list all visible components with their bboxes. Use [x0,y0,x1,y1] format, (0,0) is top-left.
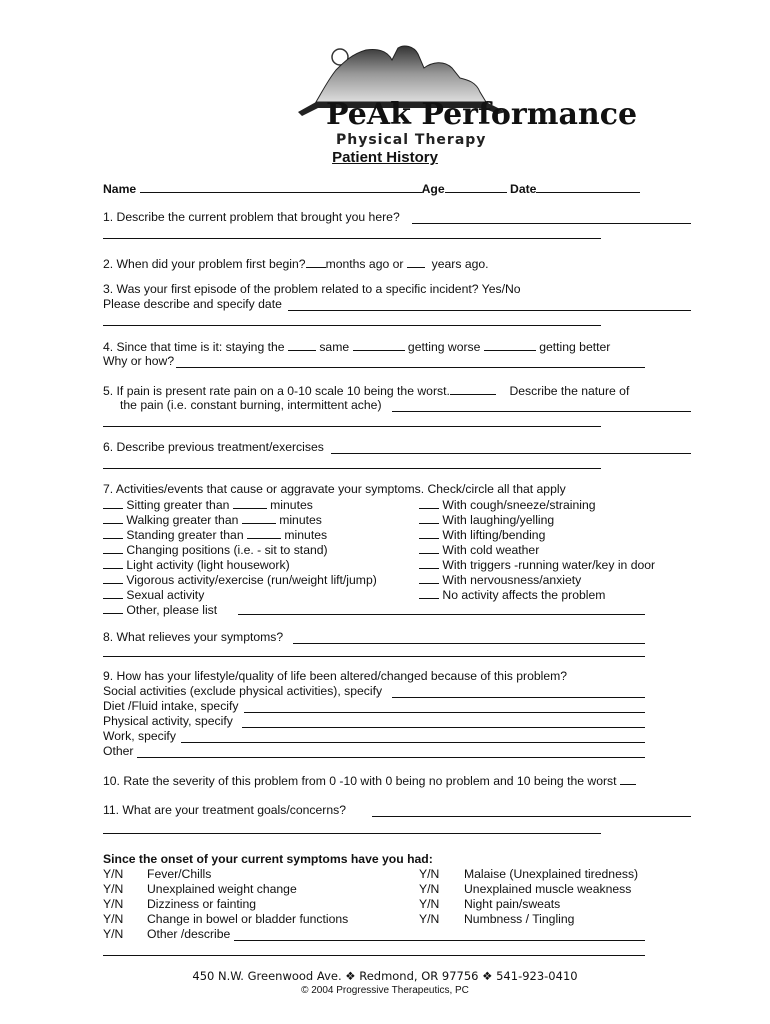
q7-right-item [419,587,605,603]
q11-answer-field[interactable] [372,816,691,817]
q2-months-label: months ago or [325,257,404,271]
q10-rating-field[interactable] [620,773,636,785]
symptom-label: Change in bowel or bladder functions [147,912,349,926]
age-label: Age [421,182,445,196]
yn-toggle[interactable]: Y/N [419,882,440,896]
symptom-label: Dizziness or fainting [147,897,257,911]
q3-describe-label: Please describe and specify date [103,297,282,311]
yn-toggle[interactable]: Y/N [419,897,440,911]
yn-toggle[interactable]: Y/N [103,867,124,881]
q7-left-item [103,512,322,528]
q4-why-label: Why or how? [103,354,175,368]
checkbox-blank[interactable] [419,557,439,569]
q3-question: 3. Was your first episode of the problem related to a specific incident? Yes/No [103,282,521,296]
q5-answer-line[interactable] [103,426,601,427]
q10-question: 10. Rate the severity of this problem from 0 -10 with 0 being no problem and 10 being the worst [103,774,617,788]
q7-left-label: Vigorous activity/exercise (run/weight lift/jump) [126,573,377,587]
q3-answer-field[interactable] [288,310,691,311]
symptom-label: Unexplained muscle weakness [464,882,632,896]
q8-question: 8. What relieves your symptoms? [103,630,284,644]
checkbox-blank[interactable] [419,587,439,599]
q9-item-physical: Physical activity, specify [103,714,233,728]
q7-minutes-label: minutes [284,528,328,542]
q7-left-item [103,557,290,573]
name-label: Name [103,182,137,196]
q7-right-item [419,497,596,513]
q7-right-label: No activity affects the problem [442,588,606,602]
q7-right-label: With cough/sneeze/straining [442,498,596,512]
q7-right-label: With lifting/bending [442,528,546,542]
q7-left-label: Other, please list [126,603,218,617]
yn-toggle[interactable]: Y/N [419,867,440,881]
q8-answer-field[interactable] [293,643,645,644]
q7-right-item [419,512,554,528]
q9-question: 9. How has your lifestyle/quality of life been altered/changed because of this problem? [103,669,568,683]
q9-item-diet: Diet /Fluid intake, specify [103,699,239,713]
checkbox-blank[interactable] [419,527,439,539]
q7-right-label: With nervousness/anxiety [442,573,582,587]
q4-question: 4. Since that time is it: staying the [103,340,285,354]
q5-nature-hint: the pain (i.e. constant burning, intermittent ache) [120,398,382,412]
q7-left-label: Sitting greater than [126,498,230,512]
q11-question: 11. What are your treatment goals/concerns? [103,803,346,817]
checkbox-blank[interactable] [103,512,123,524]
checkbox-blank[interactable] [419,512,439,524]
q2-years-label: years ago. [431,257,489,271]
q9-other-field[interactable] [137,757,645,758]
q5-question: 5. If pain is present rate pain on a 0-10 scale 10 being the worst. [103,384,450,398]
footer-copyright: © 2004 Progressive Therapeutics, PC [301,985,469,996]
q9-diet-field[interactable] [244,712,645,713]
q11-answer-line[interactable] [103,833,601,834]
q2-years-field[interactable] [407,256,425,268]
q7-left-label: Sexual activity [126,588,205,602]
q1-question: 1. Describe the current problem that brought you here? [103,210,400,224]
q5-pain-rating-field[interactable] [450,383,496,395]
q4-better-label: getting better [539,340,611,354]
mountain-logo-icon [288,40,638,152]
q7-right-item [419,572,581,588]
logo-subtitle: Physical Therapy [336,132,487,148]
symptom-label: Malaise (Unexplained tiredness) [464,867,639,881]
q1-answer-field[interactable] [412,223,691,224]
q7-right-item [419,542,539,558]
q7-left-item [103,527,327,543]
q7-minutes-field[interactable] [242,512,276,524]
q6-answer-line[interactable] [103,468,601,469]
checkbox-blank[interactable] [419,572,439,584]
q7-right-label: With cold weather [442,543,540,557]
q7-left-item [103,497,313,513]
page-title: Patient History [332,149,438,166]
name-field[interactable] [140,181,422,193]
checkbox-blank[interactable] [103,587,123,599]
symptom-label: Fever/Chills [147,867,212,881]
q9-work-field[interactable] [181,742,645,743]
yn-toggle[interactable]: Y/N [103,927,124,941]
q5-nature-field[interactable] [392,411,691,412]
symptom-label: Unexplained weight change [147,882,297,896]
symptom-other-line[interactable] [103,955,645,956]
q4-worse-label: getting worse [407,340,481,354]
checkbox-blank[interactable] [103,602,123,614]
q7-minutes-field[interactable] [247,527,281,539]
q7-left-item [103,602,217,618]
q2-question: 2. When did your problem first begin? [103,257,306,271]
symptom-label: Other /describe [147,927,231,941]
q7-left-item [103,542,328,558]
checkbox-blank[interactable] [103,527,123,539]
q7-minutes-label: minutes [279,513,322,527]
q7-other-field[interactable] [238,614,645,615]
logo-wordmark: PeAk Performance [326,97,638,132]
symptoms-heading: Since the onset of your current symptoms have you had: [103,852,433,866]
date-field[interactable] [536,181,640,193]
q7-left-item [103,572,377,588]
q5-nature-label: Describe the nature of [509,384,630,398]
q7-right-item [419,557,655,573]
q3-answer-line[interactable] [103,325,601,326]
symptom-label: Numbness / Tingling [464,912,575,926]
q4-worse-field[interactable] [353,339,405,351]
footer-address: 450 N.W. Greenwood Ave. ❖ Redmond, OR 97756 ❖ 541-923-0410 [192,969,578,983]
q7-left-item [103,587,204,603]
age-field[interactable] [445,181,507,193]
yn-toggle[interactable]: Y/N [103,912,124,926]
q9-item-social: Social activities (exclude physical activities), specify [103,684,383,698]
q7-minutes-field[interactable] [233,497,267,509]
q4-same-label: same [319,340,350,354]
checkbox-blank[interactable] [419,542,439,554]
q1-answer-line[interactable] [103,238,601,239]
checkbox-blank[interactable] [419,497,439,509]
yn-toggle[interactable]: Y/N [419,912,440,926]
q9-social-field[interactable] [392,697,645,698]
checkbox-blank[interactable] [103,542,123,554]
q6-answer-field[interactable] [331,453,691,454]
q9-item-work: Work, specify [103,729,176,743]
q7-left-label: Standing greater than [126,528,244,542]
q6-question: 6. Describe previous treatment/exercises [103,440,324,454]
q7-right-label: With laughing/yelling [442,513,555,527]
q4-better-field[interactable] [484,339,536,351]
q7-question: 7. Activities/events that cause or aggravate your symptoms. Check/circle all that apply [103,482,566,496]
symptom-other-field[interactable] [234,940,645,941]
checkbox-blank[interactable] [103,557,123,569]
q4-same-field[interactable] [288,339,316,351]
q7-right-item [419,527,545,543]
date-label: Date [510,182,537,196]
q7-left-label: Light activity (light housework) [126,558,290,572]
q7-left-label: Changing positions (i.e. - sit to stand) [126,543,328,557]
logo [288,40,638,152]
symptom-label: Night pain/sweats [464,897,561,911]
q4-why-field[interactable] [176,367,645,368]
q8-answer-line[interactable] [103,656,645,657]
q7-minutes-label: minutes [270,498,313,512]
q9-physical-field[interactable] [242,727,645,728]
checkbox-blank[interactable] [103,572,123,584]
q7-left-label: Walking greater than [126,513,239,527]
q9-item-other: Other [103,744,134,758]
yn-toggle[interactable]: Y/N [103,882,124,896]
yn-toggle[interactable]: Y/N [103,897,124,911]
q2-months-field[interactable] [306,256,326,268]
checkbox-blank[interactable] [103,497,123,509]
q7-right-label: With triggers -running water/key in door [442,558,656,572]
